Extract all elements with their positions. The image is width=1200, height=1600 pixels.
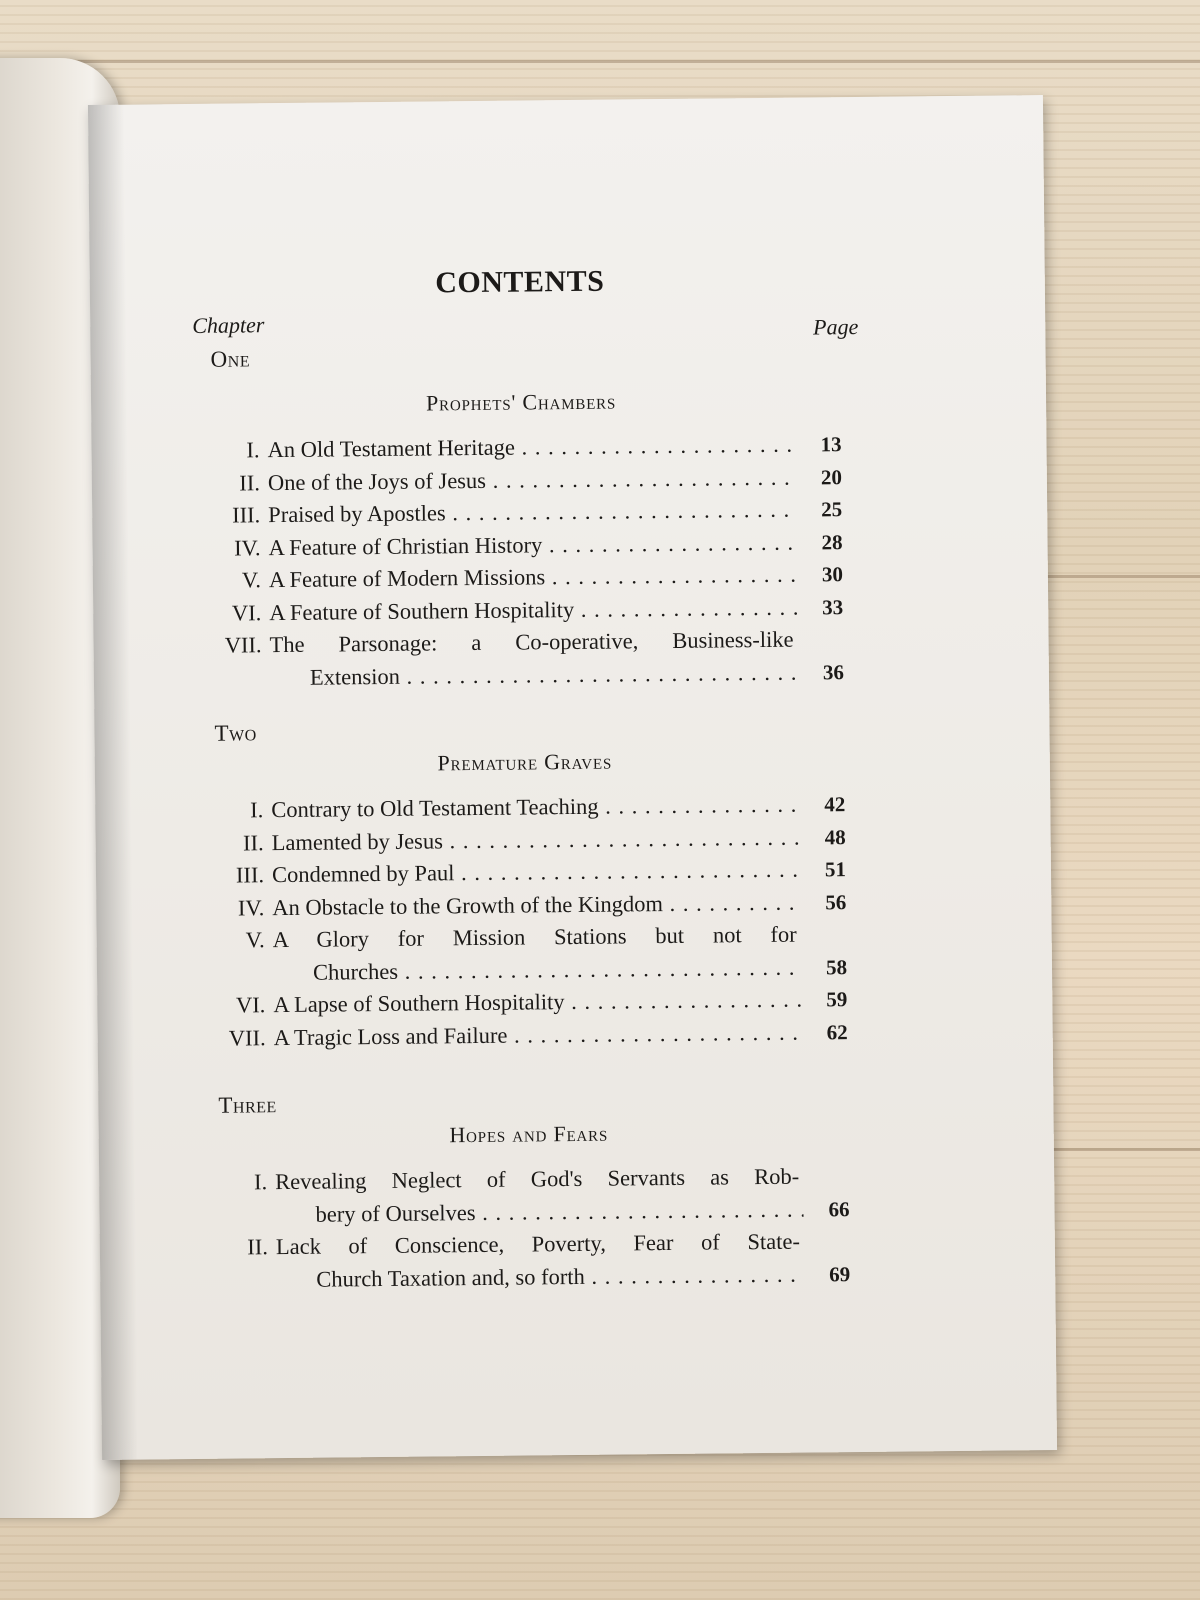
entry-page: 62 bbox=[826, 1019, 848, 1044]
toc-entry bbox=[209, 1160, 850, 1232]
entry-page: 48 bbox=[824, 824, 846, 849]
entry-number: II. bbox=[242, 829, 264, 855]
entry-title: Condemned by Paul . . . bbox=[272, 854, 800, 892]
entry-page: 30 bbox=[821, 562, 844, 587]
entry-page: 51 bbox=[824, 857, 847, 882]
chapter-column-label: Chapter bbox=[192, 312, 265, 338]
entry-title: An Obstacle to the Growth of the Kingdom . . . bbox=[272, 886, 800, 924]
entry-title: One of the Joys of Jesus . . . bbox=[268, 461, 796, 499]
entry-number: I. bbox=[246, 437, 260, 463]
part-label: Three bbox=[218, 1092, 277, 1118]
entry-title: A Lapse of Southern Hospitality . . . bbox=[273, 984, 801, 1022]
entry-page: 69 bbox=[829, 1261, 851, 1286]
entry-number: V. bbox=[245, 927, 265, 953]
entry-title: A Feature of Christian History . . . bbox=[268, 526, 796, 564]
entry-title: Contrary to Old Testament Teaching . . . bbox=[271, 789, 799, 827]
entry-page: 59 bbox=[826, 987, 848, 1012]
entry-title bbox=[276, 1226, 805, 1297]
entry-number: IV. bbox=[237, 894, 265, 921]
entry-title bbox=[273, 919, 802, 990]
part-label: Two bbox=[214, 720, 257, 746]
entry-page: 13 bbox=[820, 432, 842, 457]
part-label: One bbox=[210, 346, 251, 372]
entry-page: 36 bbox=[822, 659, 845, 684]
entry-title-line: Revealing Neglect of God's Servants as Rob- bbox=[275, 1163, 800, 1195]
entry-number: VII. bbox=[228, 1024, 266, 1051]
part-title: Hopes and Fears bbox=[449, 1120, 609, 1148]
wood-plank-seam bbox=[0, 60, 1200, 63]
entry-title-line: The Parsonage: a Co-operative, Business-like bbox=[269, 626, 794, 658]
entry-title bbox=[275, 1161, 804, 1232]
entry-number: III. bbox=[231, 502, 261, 528]
entry-number: IV. bbox=[233, 534, 261, 561]
entry-number: I. bbox=[250, 797, 264, 823]
entry-title-line: A Glory for Mission Stations but not for bbox=[272, 921, 797, 953]
entry-title: Praised by Apostles . . . bbox=[268, 494, 796, 532]
toc-entry bbox=[207, 918, 848, 990]
entry-page: 28 bbox=[821, 529, 843, 554]
entry-title-line: Extension . . . bbox=[270, 656, 798, 694]
toc-entry bbox=[203, 623, 844, 695]
entry-title: A Tragic Loss and Failure . . . bbox=[274, 1016, 802, 1054]
part-title: Premature Graves bbox=[437, 748, 613, 776]
contents-block bbox=[192, 262, 859, 1297]
entry-title-line: Churches . . . bbox=[273, 951, 801, 989]
entry-title bbox=[269, 624, 798, 695]
entry-title: Lamented by Jesus . . . bbox=[271, 821, 799, 859]
toc-entry bbox=[210, 1225, 851, 1297]
toc-entry bbox=[208, 1016, 848, 1055]
entry-number: II. bbox=[247, 1234, 269, 1260]
entry-number: III. bbox=[235, 862, 265, 888]
part-title: Prophets' Chambers bbox=[425, 388, 617, 416]
entry-title-line: bery of Ourselves . . . bbox=[275, 1193, 803, 1231]
entry-page: 25 bbox=[821, 497, 843, 522]
book-page bbox=[88, 95, 1057, 1460]
entry-page: 42 bbox=[824, 792, 846, 817]
page-column-label: Page bbox=[812, 313, 859, 340]
entry-page: 66 bbox=[828, 1196, 850, 1221]
entry-title-line: Church Taxation and, so forth . . . bbox=[276, 1258, 804, 1296]
entry-page: 33 bbox=[822, 594, 844, 619]
column-headers bbox=[192, 306, 859, 343]
entry-number: VI. bbox=[231, 599, 262, 626]
entry-page: 56 bbox=[825, 889, 847, 914]
entry-number: VI. bbox=[235, 992, 266, 1018]
entry-title: An Old Testament Heritage . . . bbox=[267, 429, 795, 467]
entry-title: A Feature of Modern Missions . . . bbox=[269, 559, 797, 597]
entry-number: I. bbox=[253, 1169, 268, 1195]
entry-page: 58 bbox=[825, 954, 848, 979]
entry-title: A Feature of Southern Hospitality . . . bbox=[269, 591, 797, 629]
entry-number: VII. bbox=[224, 632, 262, 658]
entry-number: V. bbox=[241, 567, 262, 593]
page-title: CONTENTS bbox=[435, 264, 605, 300]
entry-title-line: Lack of Conscience, Poverty, Fear of State- bbox=[275, 1228, 800, 1260]
entry-page: 20 bbox=[820, 464, 842, 489]
entry-number: II. bbox=[239, 469, 261, 495]
